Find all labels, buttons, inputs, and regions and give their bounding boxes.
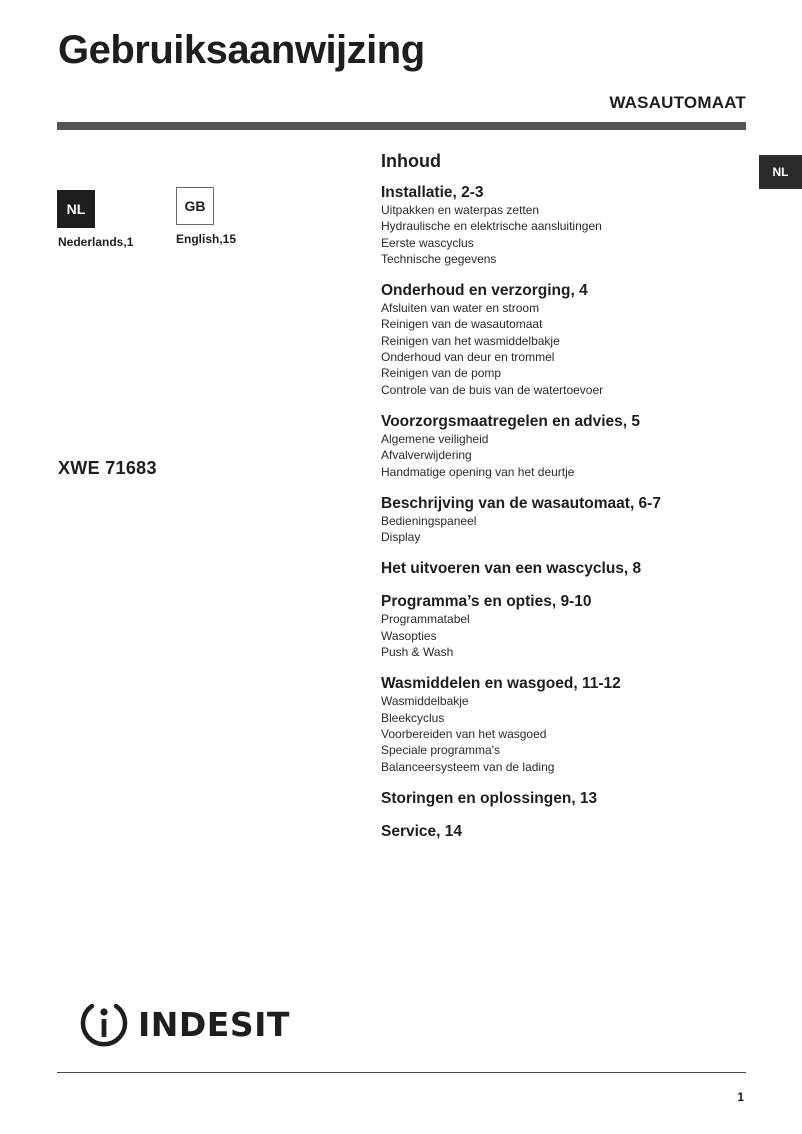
toc-item: Programmatabel xyxy=(381,612,470,627)
toc-section-title: Beschrijving van de wasautomaat, 6-7 xyxy=(381,494,661,512)
toc-item: Balanceersysteem van de lading xyxy=(381,759,555,774)
toc-heading: Inhoud xyxy=(381,151,441,171)
toc-section xyxy=(381,495,741,546)
toc-item: Bedieningspaneel xyxy=(381,513,477,528)
document-title: Gebruiksaanwijzing xyxy=(58,28,425,72)
toc-section xyxy=(381,282,741,398)
toc-section xyxy=(381,790,741,808)
toc-item: Voorbereiden van het wasgoed xyxy=(381,726,547,741)
toc-item: Wasmiddelbakje xyxy=(381,694,469,709)
toc-section-title: Voorzorgsmaatregelen en advies, 5 xyxy=(381,412,641,430)
toc-item: Afvalverwijdering xyxy=(381,448,472,463)
toc-section-title: Service, 14 xyxy=(381,822,463,840)
table-of-contents xyxy=(381,151,741,856)
toc-section xyxy=(381,593,741,660)
toc-section xyxy=(381,184,741,267)
toc-section xyxy=(381,823,741,841)
toc-item: Speciale programma's xyxy=(381,743,501,758)
language-caption-nl: Nederlands,1 xyxy=(58,235,134,249)
toc-item: Eerste wascyclus xyxy=(381,235,474,250)
product-type: WASAUTOMAAT xyxy=(609,93,746,112)
toc-section-title: Installatie, 2-3 xyxy=(381,184,484,201)
toc-item: Hydraulische en elektrische aansluitingen xyxy=(381,219,602,234)
toc-item: Controle van de buis van de watertoevoer xyxy=(381,382,604,397)
language-side-tab: NL xyxy=(759,155,802,189)
toc-item: Display xyxy=(381,530,421,545)
brand-wordmark: INDESIT xyxy=(138,1004,290,1044)
toc-section xyxy=(381,675,741,774)
toc-item: Bleekcyclus xyxy=(381,710,445,725)
toc-item: Afsluiten van water en stroom xyxy=(381,301,540,316)
language-box-gb: GB xyxy=(176,187,214,225)
header-rule xyxy=(57,122,746,130)
toc-item: Uitpakken en waterpas zetten xyxy=(381,203,540,217)
toc-item: Algemene veiligheid xyxy=(381,431,489,446)
toc-section-title: Storingen en oplossingen, 13 xyxy=(381,789,598,807)
toc-section-title: Programma’s en opties, 9-10 xyxy=(381,593,592,611)
toc-item: Onderhoud van deur en trommel xyxy=(381,350,555,365)
toc-section xyxy=(381,560,741,578)
language-caption-gb: English,15 xyxy=(176,232,237,246)
toc-section-title: Het uitvoeren van een wascyclus, 8 xyxy=(381,560,642,578)
toc-section xyxy=(381,413,741,480)
page-number: 1 xyxy=(737,1090,744,1104)
toc-section-title: Onderhoud en verzorging, 4 xyxy=(381,282,588,300)
toc-item: Wasopties xyxy=(381,628,437,643)
toc-item: Push & Wash xyxy=(381,645,454,660)
toc-item: Reinigen van het wasmiddelbakje xyxy=(381,333,560,348)
info-circle-logo-icon xyxy=(78,998,130,1050)
toc-item: Reinigen van de pomp xyxy=(381,366,502,381)
toc-item: Handmatige opening van het deurtje xyxy=(381,464,575,479)
footer-rule xyxy=(57,1072,746,1073)
model-number: XWE 71683 xyxy=(58,458,157,478)
toc-section-title: Wasmiddelen en wasgoed, 11-12 xyxy=(381,675,621,693)
toc-item: Technische gegevens xyxy=(381,251,497,266)
toc-item: Reinigen van de wasautomaat xyxy=(381,317,543,332)
indesit-logo xyxy=(78,998,290,1050)
toc-sections xyxy=(381,184,741,841)
language-box-nl: NL xyxy=(57,190,95,228)
